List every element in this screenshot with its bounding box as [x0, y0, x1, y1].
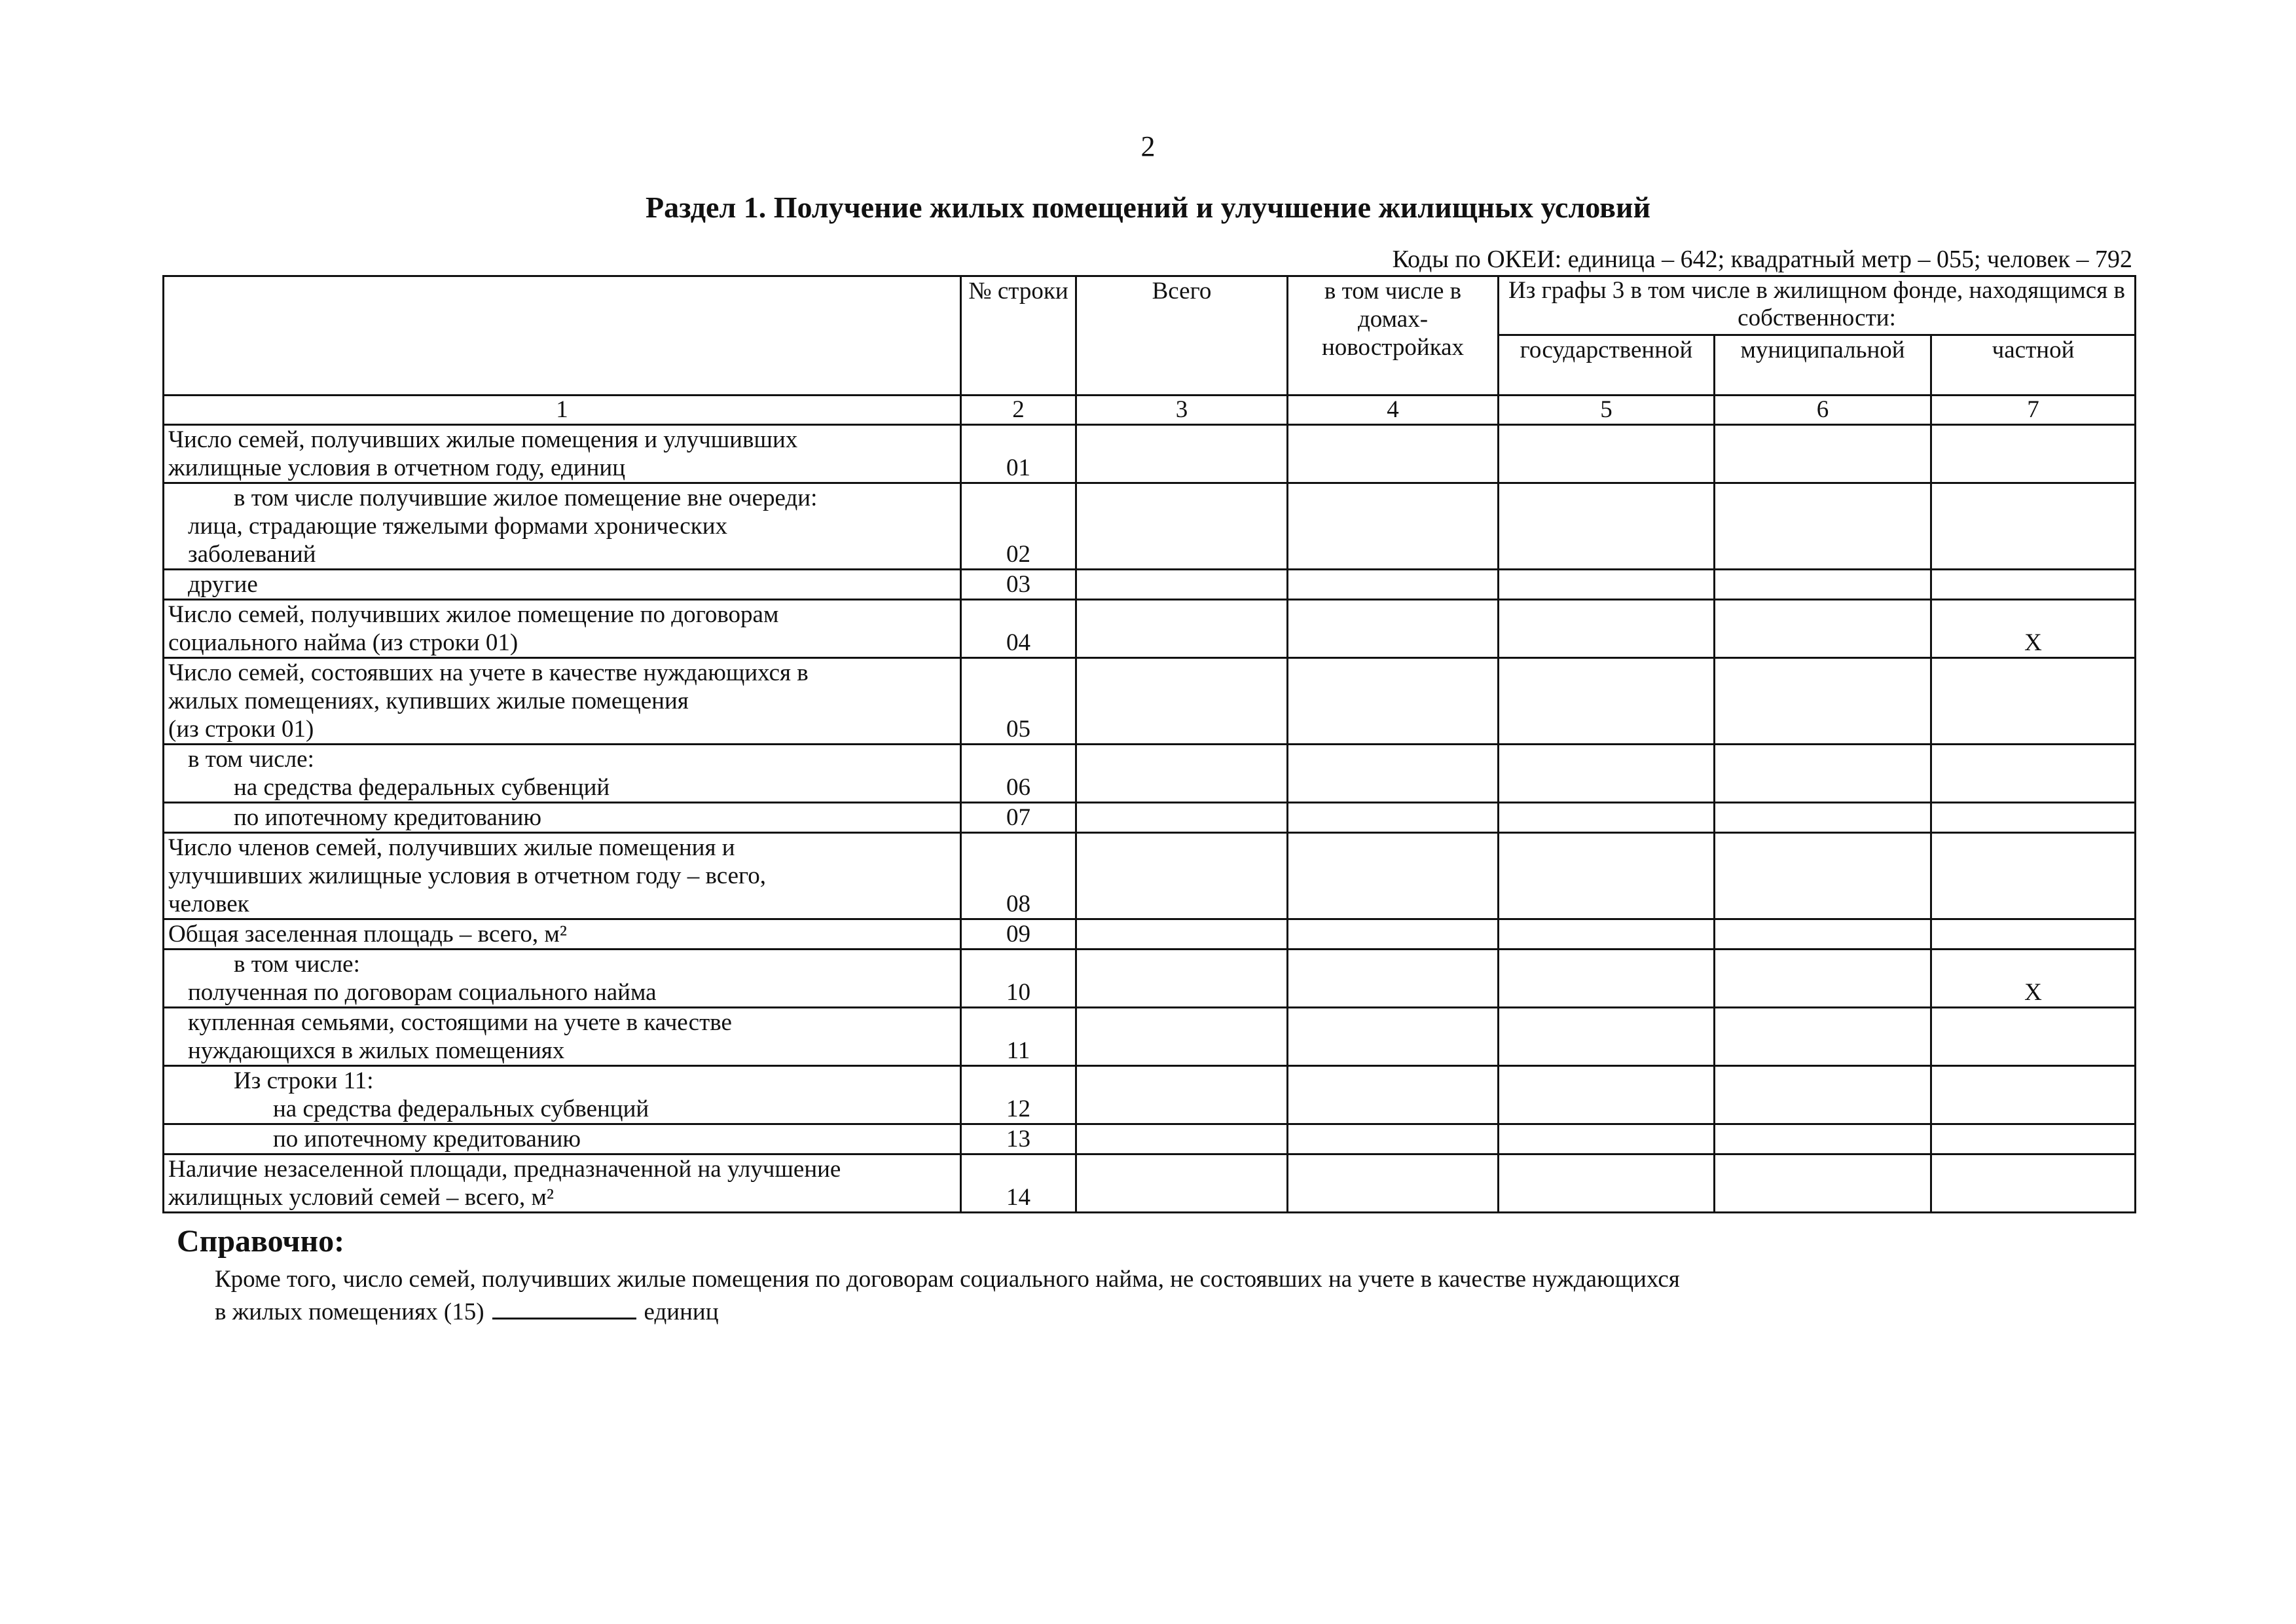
value-total[interactable]: [1076, 600, 1288, 658]
row-label-line: социального найма (из строки 01): [168, 629, 519, 656]
table-row: [164, 745, 2136, 803]
value-new-buildings[interactable]: [1288, 1008, 1499, 1066]
value-private[interactable]: [1931, 570, 2136, 600]
row-label-line: в том числе:: [188, 746, 314, 773]
row-label-line: по ипотечному кредитованию: [273, 1126, 581, 1153]
row-label: [164, 483, 961, 570]
section-title: Раздел 1. Получение жилых помещений и улучшение жилищных условий: [646, 191, 1650, 224]
row-label: [164, 1154, 961, 1213]
row-code: 06: [961, 745, 1076, 803]
row-code: 13: [961, 1124, 1076, 1154]
value-total[interactable]: [1076, 745, 1288, 803]
value-state[interactable]: [1499, 600, 1715, 658]
column-number: 3: [1076, 396, 1288, 425]
header-private: частной: [1931, 335, 2136, 396]
value-new-buildings[interactable]: [1288, 600, 1499, 658]
value-municipal[interactable]: [1715, 1008, 1931, 1066]
value-private[interactable]: [1931, 425, 2136, 483]
value-state[interactable]: [1499, 570, 1715, 600]
value-new-buildings[interactable]: [1288, 1124, 1499, 1154]
header-state: государственной: [1499, 335, 1715, 396]
value-total[interactable]: [1076, 425, 1288, 483]
table-row: [164, 1008, 2136, 1066]
row-label-line: жилищные условия в отчетном году, единиц: [168, 454, 626, 481]
table-row: [164, 833, 2136, 919]
value-state[interactable]: [1499, 1154, 1715, 1213]
value-state[interactable]: [1499, 1008, 1715, 1066]
table-row: [164, 919, 2136, 950]
value-total[interactable]: [1076, 483, 1288, 570]
row-label-line: (из строки 01): [168, 716, 314, 743]
table-row: [164, 803, 2136, 833]
row-label-line: человек: [168, 891, 249, 917]
value-private[interactable]: X: [1931, 950, 2136, 1008]
value-municipal[interactable]: [1715, 950, 1931, 1008]
value-municipal[interactable]: [1715, 833, 1931, 919]
row-label-line: Число членов семей, получивших жилые помещения и: [168, 834, 735, 861]
column-number: 7: [1931, 396, 2136, 425]
header-ownership-group: Из графы 3 в том числе в жилищном фонде, находящимся в собственности:: [1499, 276, 2136, 335]
value-private[interactable]: [1931, 1008, 2136, 1066]
row-code: 05: [961, 658, 1076, 745]
value-state[interactable]: [1499, 658, 1715, 745]
row-label-line: полученная по договорам социального найма: [188, 979, 657, 1006]
row-label: [164, 570, 961, 600]
row-label-line: улучшивших жилищные условия в отчетном году – всего,: [168, 862, 767, 889]
value-private[interactable]: [1931, 1154, 2136, 1213]
value-new-buildings[interactable]: [1288, 745, 1499, 803]
row-code: 03: [961, 570, 1076, 600]
value-state[interactable]: [1499, 483, 1715, 570]
row-label-line: по ипотечному кредитованию: [234, 804, 542, 831]
value-municipal[interactable]: [1715, 919, 1931, 950]
value-municipal[interactable]: [1715, 803, 1931, 833]
value-private[interactable]: [1931, 919, 2136, 950]
table-row: [164, 950, 2136, 1008]
value-total[interactable]: [1076, 570, 1288, 600]
table-row: [164, 483, 2136, 570]
value-private[interactable]: [1931, 745, 2136, 803]
row-label-line: Число семей, получивших жилые помещения и улучшивших: [168, 426, 798, 453]
row-label: [164, 600, 961, 658]
value-state[interactable]: [1499, 745, 1715, 803]
value-total[interactable]: [1076, 1008, 1288, 1066]
row-label: [164, 658, 961, 745]
row-label: [164, 950, 961, 1008]
value-private[interactable]: [1931, 833, 2136, 919]
form-body: [164, 425, 2136, 1213]
reference-blank-field[interactable]: [492, 1298, 636, 1320]
row-label: [164, 1066, 961, 1124]
value-municipal[interactable]: [1715, 1154, 1931, 1213]
value-municipal[interactable]: [1715, 425, 1931, 483]
value-private[interactable]: [1931, 658, 2136, 745]
value-municipal[interactable]: [1715, 570, 1931, 600]
header-municipal: муниципальной: [1715, 335, 1931, 396]
okei-codes: Коды по ОКЕИ: единица – 642; квадратный метр – 055; человек – 792: [1392, 246, 2132, 273]
value-total[interactable]: [1076, 833, 1288, 919]
value-state[interactable]: [1499, 950, 1715, 1008]
value-new-buildings[interactable]: [1288, 803, 1499, 833]
row-label: [164, 1124, 961, 1154]
table-row: [164, 600, 2136, 658]
column-number: 1: [164, 396, 961, 425]
row-code: 09: [961, 919, 1076, 950]
value-private[interactable]: [1931, 803, 2136, 833]
row-label-line: лица, страдающие тяжелыми формами хронических: [188, 513, 728, 540]
header-total: Всего: [1076, 276, 1288, 396]
value-municipal[interactable]: [1715, 1066, 1931, 1124]
row-label-line: нуждающихся в жилых помещениях: [188, 1037, 565, 1064]
value-new-buildings[interactable]: [1288, 833, 1499, 919]
value-total[interactable]: [1076, 1124, 1288, 1154]
value-private[interactable]: X: [1931, 600, 2136, 658]
row-label-line: Общая заселенная площадь – всего, м²: [168, 921, 567, 948]
row-label-line: Число семей, получивших жилое помещение по договорам: [168, 601, 779, 628]
row-label: [164, 803, 961, 833]
column-number: 5: [1499, 396, 1715, 425]
table-row: [164, 1154, 2136, 1213]
value-new-buildings[interactable]: [1288, 570, 1499, 600]
value-state[interactable]: [1499, 1066, 1715, 1124]
value-total[interactable]: [1076, 950, 1288, 1008]
value-new-buildings[interactable]: [1288, 950, 1499, 1008]
table-row: [164, 570, 2136, 600]
row-code: 04: [961, 600, 1076, 658]
reference-line-2-prefix: в жилых помещениях (15): [215, 1299, 484, 1325]
row-label-line: Число семей, состоявших на учете в качестве нуждающихся в: [168, 659, 809, 686]
value-new-buildings[interactable]: [1288, 919, 1499, 950]
table-row: [164, 1124, 2136, 1154]
value-state[interactable]: [1499, 919, 1715, 950]
header-indicator: [164, 276, 961, 396]
row-label-line: жилищных условий семей – всего, м²: [168, 1184, 554, 1211]
table-row: [164, 425, 2136, 483]
row-label-line: заболеваний: [188, 541, 316, 568]
table-row: [164, 1066, 2136, 1124]
row-code: 08: [961, 833, 1076, 919]
value-municipal[interactable]: [1715, 745, 1931, 803]
value-municipal[interactable]: [1715, 600, 1931, 658]
page-number: 2: [1140, 130, 1156, 162]
value-new-buildings[interactable]: [1288, 658, 1499, 745]
header-row-number: № строки: [961, 276, 1076, 396]
header-new-buildings: в том числе в домах-новостройках: [1288, 276, 1499, 396]
row-code: 01: [961, 425, 1076, 483]
value-total[interactable]: [1076, 1154, 1288, 1213]
row-label: [164, 425, 961, 483]
row-code: 02: [961, 483, 1076, 570]
value-state[interactable]: [1499, 1124, 1715, 1154]
value-municipal[interactable]: [1715, 483, 1931, 570]
column-number: 6: [1715, 396, 1931, 425]
row-label-line: на средства федеральных субвенций: [234, 774, 610, 801]
row-label-line: купленная семьями, состоящими на учете в качестве: [188, 1009, 732, 1036]
row-code: 14: [961, 1154, 1076, 1213]
row-label-line: жилых помещениях, купивших жилые помещения: [168, 688, 689, 714]
value-total[interactable]: [1076, 919, 1288, 950]
reference-line-2-suffix: единиц: [644, 1299, 719, 1325]
value-state[interactable]: [1499, 803, 1715, 833]
reference-title: Справочно:: [177, 1224, 345, 1259]
row-code: 07: [961, 803, 1076, 833]
value-new-buildings[interactable]: [1288, 1066, 1499, 1124]
value-private[interactable]: [1931, 483, 2136, 570]
row-label-line: на средства федеральных субвенций: [273, 1096, 649, 1122]
row-label: [164, 1008, 961, 1066]
value-municipal[interactable]: [1715, 1124, 1931, 1154]
value-total[interactable]: [1076, 803, 1288, 833]
row-label: [164, 919, 961, 950]
column-number: 2: [961, 396, 1076, 425]
value-total[interactable]: [1076, 1066, 1288, 1124]
reference-line-2: [215, 1298, 719, 1326]
row-label-line: Из строки 11:: [234, 1067, 374, 1094]
column-number: 4: [1288, 396, 1499, 425]
row-code: 10: [961, 950, 1076, 1008]
row-label-line: Наличие незаселенной площади, предназначенной на улучшение: [168, 1156, 841, 1183]
reference-line-1: Кроме того, число семей, получивших жилые помещения по договорам социального найма, не состоявших на учете в качестве нуждающихся: [215, 1266, 1680, 1293]
value-private[interactable]: [1931, 1066, 2136, 1124]
value-new-buildings[interactable]: [1288, 425, 1499, 483]
row-label-line: в том числе получившие жилое помещение вне очереди:: [234, 485, 818, 511]
row-label-line: в том числе:: [234, 951, 360, 978]
value-new-buildings[interactable]: [1288, 1154, 1499, 1213]
value-municipal[interactable]: [1715, 658, 1931, 745]
value-new-buildings[interactable]: [1288, 483, 1499, 570]
row-label-line: другие: [188, 571, 258, 598]
housing-form-table: [162, 275, 2136, 1213]
value-state[interactable]: [1499, 833, 1715, 919]
row-code: 12: [961, 1066, 1076, 1124]
value-state[interactable]: [1499, 425, 1715, 483]
value-private[interactable]: [1931, 1124, 2136, 1154]
row-code: 11: [961, 1008, 1076, 1066]
table-row: [164, 658, 2136, 745]
value-total[interactable]: [1076, 658, 1288, 745]
row-label: [164, 833, 961, 919]
column-number-row: [164, 396, 2136, 425]
row-label: [164, 745, 961, 803]
